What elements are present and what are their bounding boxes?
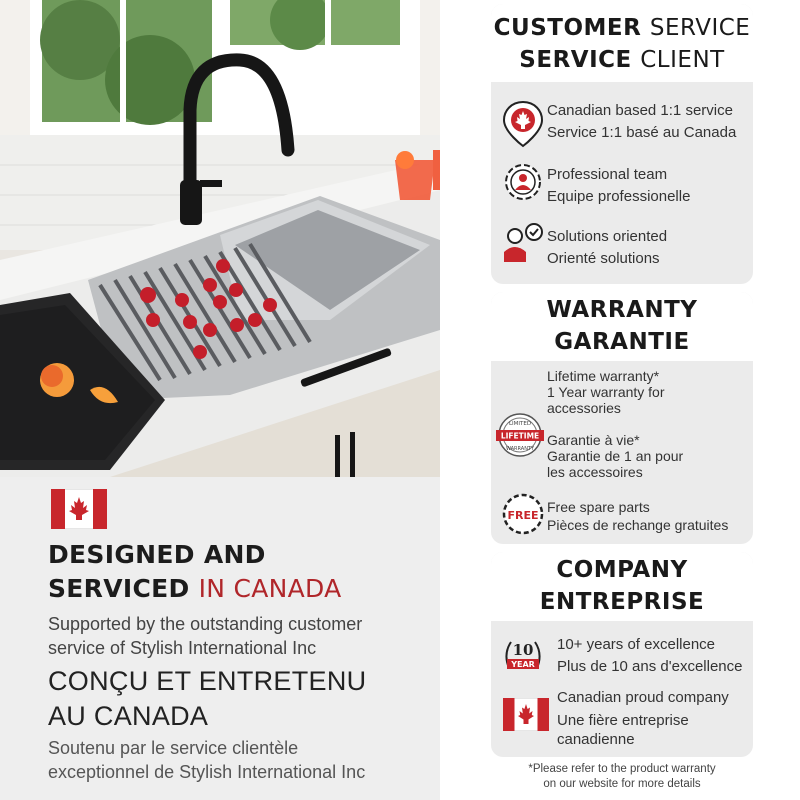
headline-line1: DESIGNED AND — [48, 540, 266, 569]
footnote-line2: on our website for more details — [543, 778, 701, 790]
french-support-line1: Soutenu par le service clientèle — [48, 738, 299, 758]
warranty-footnote — [491, 762, 753, 792]
badge-warranty-text: WARRANTY — [505, 446, 535, 452]
company-years-fr: Plus de 10 ans d'excellence — [557, 658, 743, 675]
company-title — [491, 552, 753, 621]
customer-service-title — [491, 4, 753, 82]
service-solutions-fr: Orienté solutions — [547, 250, 660, 267]
warranty-en-line2: 1 Year warranty for — [547, 384, 665, 400]
title-service: SERVICE — [649, 15, 751, 41]
company-proud-fr-line2: canadienne — [557, 731, 635, 748]
lifetime-warranty-badge-icon — [495, 410, 545, 460]
company-years-en: 10+ years of excellence — [557, 636, 716, 653]
warranty-fr-line1: Garantie à vie* — [547, 432, 640, 448]
service-canadian-en: Canadian based 1:1 service — [547, 102, 733, 119]
spare-parts-en: Free spare parts — [547, 499, 650, 515]
english-support-text — [48, 612, 362, 660]
year-word-text: YEAR — [511, 660, 535, 669]
ten-number-text: 10 — [512, 641, 534, 659]
warranty-en-line1: Lifetime warranty* — [547, 368, 660, 384]
english-support-line1: Supported by the outstanding customer — [48, 614, 363, 634]
warranty-fr-line2: Garantie de 1 an pour — [547, 448, 684, 464]
headline-in-canada: IN CANADA — [198, 574, 342, 603]
customer-service-card — [491, 4, 753, 284]
english-support-line2: service of Stylish International Inc — [48, 638, 317, 658]
canada-flag-icon — [51, 489, 107, 529]
spare-parts-fr: Pièces de rechange gratuites — [547, 517, 729, 533]
title-entreprise: ENTREPRISE — [539, 589, 705, 615]
warranty-en-line3: accessories — [547, 400, 621, 416]
french-headline-line2: AU CANADA — [48, 701, 209, 731]
badge-limited-text: LIMITED — [508, 421, 532, 427]
service-team-en: Professional team — [547, 166, 668, 183]
title-customer: CUSTOMER — [493, 15, 642, 41]
footnote-line1: *Please refer to the product warranty — [528, 763, 716, 775]
french-support-line2: exceptionnel de Stylish International Inc — [48, 762, 366, 782]
company-proud-en: Canadian proud company — [557, 689, 729, 706]
service-solutions-en: Solutions oriented — [547, 228, 668, 245]
warranty-title — [491, 292, 753, 361]
ten-year-badge-icon — [501, 632, 545, 676]
warranty-fr-line3: les accessoires — [547, 464, 643, 480]
warranty-card — [491, 292, 753, 544]
headline-line2 — [48, 572, 342, 606]
headline — [48, 538, 342, 606]
canada-flag-small-icon — [503, 698, 549, 731]
title-warranty: WARRANTY — [546, 297, 698, 323]
service-canadian-fr: Service 1:1 basé au Canada — [547, 124, 737, 141]
french-headline — [48, 664, 366, 734]
free-gear-icon — [501, 492, 545, 536]
canada-pin-icon — [501, 100, 545, 144]
badge-lifetime-text: LIFETIME — [500, 431, 540, 441]
title-client: CLIENT — [640, 47, 725, 73]
team-gear-icon — [501, 160, 545, 204]
product-photo — [0, 0, 440, 477]
french-headline-line1: CONÇU ET ENTRETENU — [48, 666, 367, 696]
title-company: COMPANY — [556, 557, 688, 583]
french-support-text — [48, 736, 365, 784]
company-card — [491, 552, 753, 757]
free-badge-text: FREE — [507, 509, 539, 522]
solutions-person-icon — [501, 222, 545, 266]
service-team-fr: Equipe professionelle — [547, 188, 691, 205]
title-service-fr: SERVICE — [519, 47, 632, 73]
company-proud-fr-line1: Une fière entreprise — [557, 712, 689, 729]
title-garantie: GARANTIE — [554, 329, 690, 355]
headline-serviced: SERVICED — [48, 574, 190, 603]
